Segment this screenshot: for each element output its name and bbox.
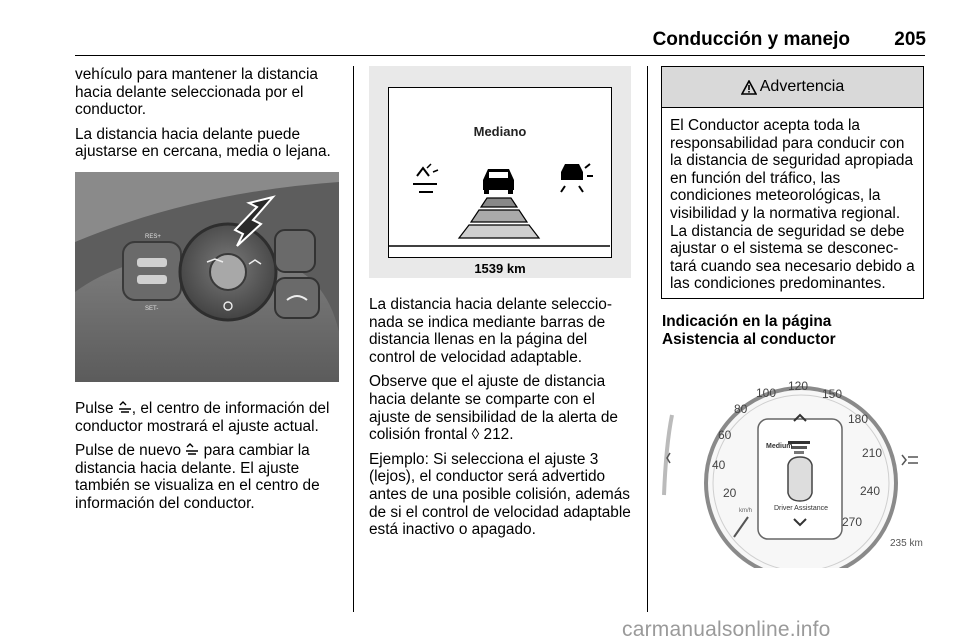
col2-para3: Ejemplo: Si selecciona el ajuste 3 (lejos), el conductor será advertido antes de una posible colisión, además de si el control de velocidad adaptable está inactivo o apagado.	[369, 450, 631, 539]
page-number: 205	[894, 29, 926, 50]
page-ref-icon: ◊	[471, 426, 484, 444]
column-divider-2	[647, 66, 648, 612]
set-label: SET-	[145, 306, 159, 312]
speed-unit-label: km/h	[739, 508, 753, 514]
speed-tick: 240	[860, 484, 881, 498]
speed-tick: 100	[756, 386, 777, 400]
speed-tick: 80	[734, 402, 748, 416]
instrument-cluster-figure	[662, 355, 924, 568]
display-figure	[369, 66, 631, 278]
warning-header	[662, 67, 923, 108]
speed-tick: 150	[822, 387, 843, 401]
cluster-odometer: 235 km	[890, 538, 923, 549]
col2-para1: La distancia hacia delante seleccionada se indica mediante barras de distancia llenas en la página del control de velocidad adaptable.	[369, 296, 612, 366]
column-divider-1	[353, 66, 354, 612]
car-top-icon	[788, 457, 812, 501]
cluster-page-label: Driver Assistance	[773, 505, 829, 512]
warning-box	[661, 66, 924, 299]
warning-title: Advertencia	[759, 78, 845, 95]
chapter-title: Conducción y manejo	[652, 29, 850, 50]
display-screen	[388, 87, 612, 258]
col1-bottom-text	[75, 400, 341, 520]
steering-wheel-figure	[75, 172, 339, 382]
speed-tick: 40	[712, 458, 726, 472]
col1-top-text	[75, 66, 341, 168]
speed-tick: 20	[723, 486, 737, 500]
page-ref[interactable]: 212	[483, 426, 510, 444]
col1-para3: Pulse , el centro de información del conductor mostrará el ajuste actual.	[75, 400, 330, 435]
col2-text	[369, 296, 633, 546]
cluster-mode-label: Medium	[766, 443, 793, 450]
section-heading: Indicación en la página Asistencia al conductor	[662, 313, 836, 348]
col1-para2: La distancia hacia delante puede ajustarse en cercana, media o lejana.	[75, 125, 331, 161]
speed-tick: 180	[848, 412, 869, 426]
car-front-icon	[483, 169, 514, 194]
speed-tick: 210	[862, 446, 883, 460]
res-label: RES+	[145, 234, 161, 240]
follow-distance-icon	[185, 443, 199, 456]
col1-para4: Pulse de nuevo para cambiar la distancia hacia delante. El ajuste también se visualiza en el centro de información del conductor.	[75, 442, 320, 512]
display-mode-label: Mediano	[473, 124, 527, 139]
collision-alert-icon	[413, 164, 438, 192]
header-rule	[75, 55, 925, 56]
speed-tick: 270	[842, 515, 863, 529]
warning-text: El Conductor acepta toda la responsabilidad para conducir con la distancia de seguridad apropiada en función del tráfico, las condiciones meteorológicas, la visibilidad y la normativa regional. La distancia de seguridad se debe ajustar o el sistema se desconectará cuando sea necesario debido a las condiciones predominantes.	[670, 117, 915, 293]
speed-tick: 120	[788, 379, 809, 393]
follow-distance-icon	[118, 401, 132, 414]
watermark: carmanualsonline.info	[622, 618, 831, 641]
col1-intro: vehículo para mantener la distancia hacia delante seleccionada por el conductor.	[75, 66, 318, 119]
display-odometer-label: 1539 km	[474, 261, 526, 276]
warning-triangle-icon	[741, 80, 757, 95]
forward-collision-icon	[561, 164, 593, 192]
col2-para2: Observe que el ajuste de distancia hacia delante se comparte con el ajuste de sensibilidad de la alerta de colisión frontal ◊ 212.	[369, 373, 618, 444]
speed-tick: 60	[718, 428, 732, 442]
